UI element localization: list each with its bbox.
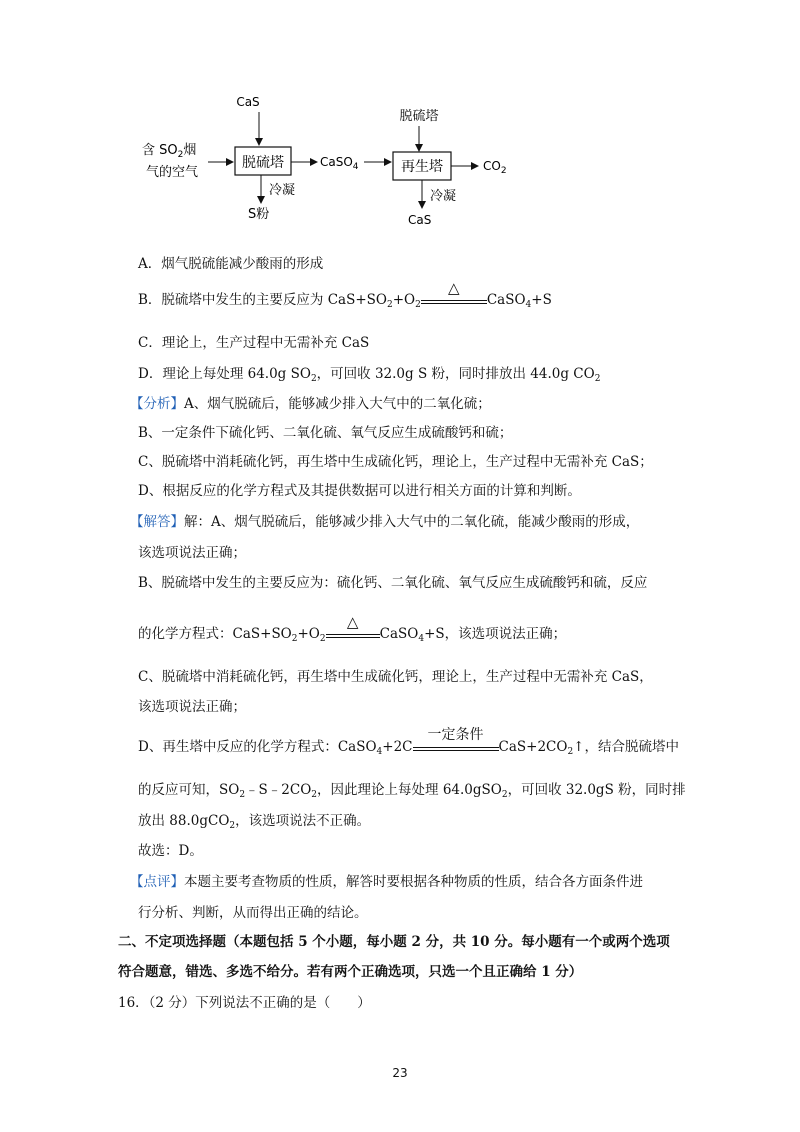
answer-c-line1: C、脱硫塔中消耗硫化钙，再生塔中生成硫化钙，理论上，生产过程中无需补充 CaS， bbox=[138, 669, 653, 685]
answer-choice: 故选：D。 bbox=[138, 843, 203, 859]
page-number: 23 bbox=[392, 1066, 408, 1080]
answer-c-line2: 该选项说法正确； bbox=[138, 699, 246, 715]
arrowhead bbox=[418, 201, 426, 209]
s-powder-label: S粉 bbox=[248, 207, 270, 222]
regen-input-label: 脱硫塔 bbox=[399, 109, 439, 124]
answer-d-line2: 的反应可知，$SO_2﹣S﹣2CO_2$，因此理论上每处理 64.0gSO$_2$，可回收 32.0gS 粉，同时排 bbox=[138, 782, 686, 800]
desulfurization-flow-diagram bbox=[138, 92, 518, 232]
comment-line1: 【点评】本题主要考查物质的性质，解答时要根据各种物质的性质，结合各方面条件进 bbox=[130, 874, 643, 890]
answer-tag: 【解答】 bbox=[130, 514, 184, 530]
feed-label-line1: 含 $SO_2$烟 bbox=[142, 143, 197, 160]
comment-tag: 【点评】 bbox=[130, 874, 184, 890]
answer-a-line1: 【解答】解：A、烟气脱硫后，能够减少排入大气中的二氧化硫，能减少酸雨的形成， bbox=[130, 514, 640, 530]
arrowhead bbox=[255, 138, 263, 146]
question-16: 16．（2 分）下列说法不正确的是（ ） bbox=[118, 995, 371, 1011]
section2-heading-line2: 符合题意，错选、多选不给分。若有两个正确选项，只选一个且正确给 1 分） bbox=[118, 964, 583, 980]
analysis-b: B、一定条件下硫化钙、二氧化硫、氧气反应生成硫酸钙和硫； bbox=[138, 425, 513, 441]
feed-label-line2: 气的空气 bbox=[146, 165, 199, 180]
regeneration-tower-label: 再生塔 bbox=[401, 159, 443, 175]
heat-condition: △ bbox=[448, 278, 460, 297]
answer-b-line2: 的化学方程式：$CaS+SO_2+O_2$ △ CaSO$_4$+S，该选项说法正确； bbox=[138, 612, 567, 644]
heat-condition: △ bbox=[346, 612, 359, 631]
option-b: B．脱硫塔中发生的主要反应为 $CaS+SO_2+O_2$ △ CaSO$_4$+S bbox=[138, 278, 552, 310]
reaction-condition: 一定条件 bbox=[427, 726, 484, 743]
analysis-d: D、根据反应的化学方程式及其提供数据可以进行相关方面的计算和判断。 bbox=[138, 483, 581, 499]
arrowhead bbox=[471, 162, 479, 170]
caso4-label: CaSO$_4$ bbox=[320, 155, 359, 172]
answer-d-line1: D、再生塔中反应的化学方程式：CaSO$_4$+2C 一定条件 $CaS+2CO_2↑$，结合脱硫塔中 bbox=[138, 726, 679, 757]
desulfurization-tower-label: 脱硫塔 bbox=[242, 155, 284, 171]
analysis-tag: 【分析】 bbox=[130, 396, 184, 412]
cas-top-label: CaS bbox=[236, 95, 260, 109]
arrowhead bbox=[226, 158, 234, 166]
option-c: C．理论上，生产过程中无需补充 CaS bbox=[138, 335, 370, 351]
answer-a-line2: 该选项说法正确； bbox=[138, 545, 246, 561]
condense-label-1: 冷凝 bbox=[269, 183, 296, 198]
option-a: A．烟气脱硫能减少酸雨的形成 bbox=[138, 256, 324, 272]
answer-d-line3: 放出 88.0gCO$_2$，该选项说法不正确。 bbox=[138, 813, 371, 831]
answer-b-line1: B、脱硫塔中发生的主要反应为：硫化钙、二氧化硫、氧气反应生成硫酸钙和硫，反应 bbox=[138, 575, 648, 591]
arrowhead bbox=[257, 196, 265, 204]
analysis-c: C、脱硫塔中消耗硫化钙，再生塔中生成硫化钙，理论上，生产过程中无需补充 CaS； bbox=[138, 454, 653, 470]
co2-label: $CO_2$ bbox=[483, 159, 507, 176]
option-d: D．理论上每处理 64.0g $SO_2$，可回收 32.0g S 粉，同时排放出 44.0g $CO_2$ bbox=[138, 366, 601, 384]
arrowhead bbox=[310, 158, 318, 166]
condense-label-2: 冷凝 bbox=[430, 189, 457, 204]
cas-bottom-label: CaS bbox=[408, 213, 432, 227]
comment-line2: 行分析、判断，从而得出正确的结论。 bbox=[138, 905, 368, 921]
arrowhead bbox=[415, 144, 423, 152]
analysis-a: 【分析】A、烟气脱硫后，能够减少排入大气中的二氧化硫； bbox=[130, 396, 491, 412]
arrowhead bbox=[384, 158, 392, 166]
section2-heading-line1: 二、不定项选择题（本题包括 5 个小题，每小题 2 分，共 10 分。每小题有一个或两个选项 bbox=[118, 934, 670, 950]
